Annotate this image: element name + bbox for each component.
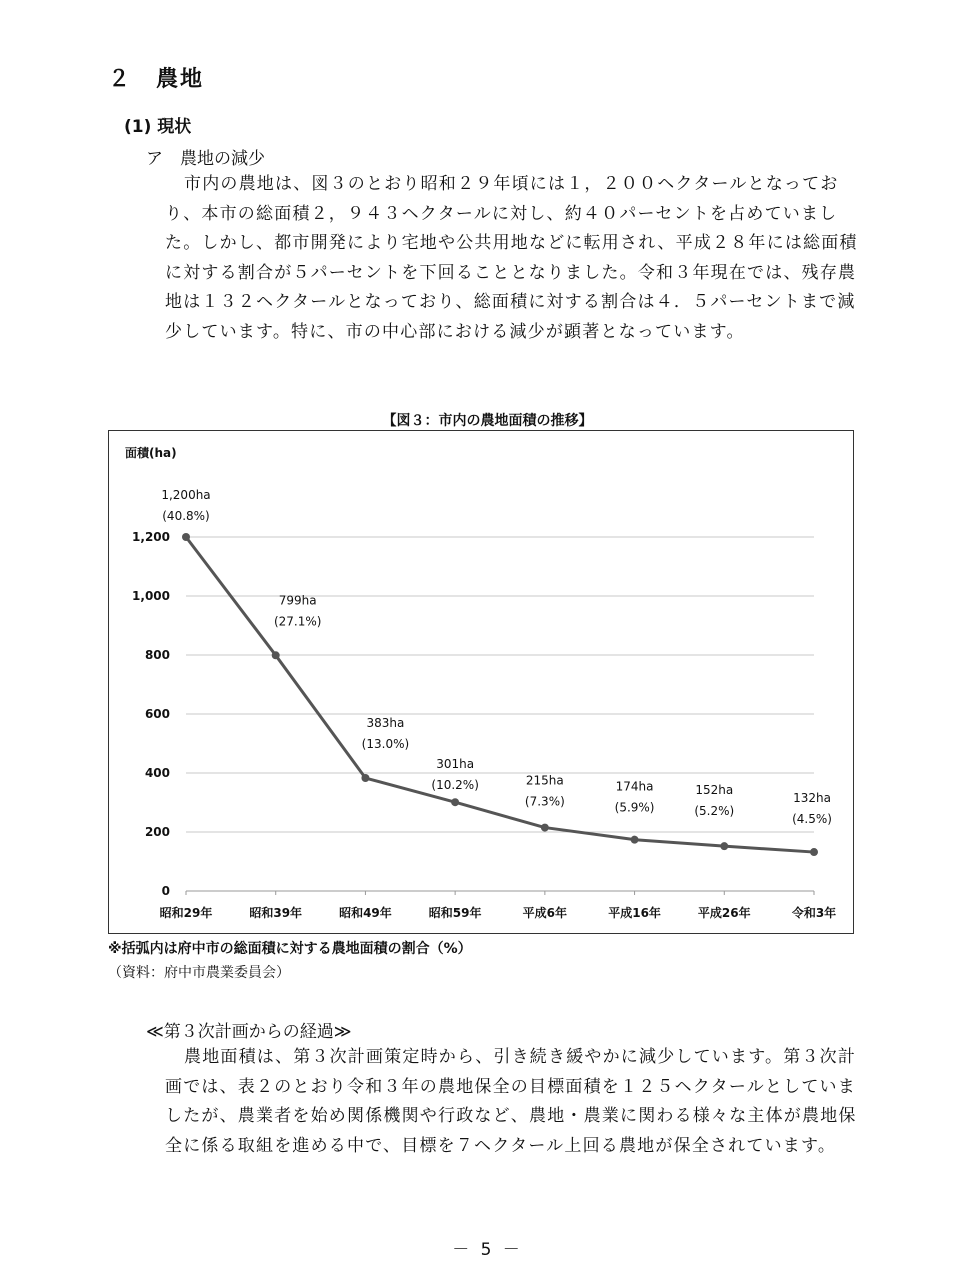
- data-point: [272, 651, 280, 659]
- data-label-percent: (40.8%): [162, 509, 210, 523]
- data-label-percent: (5.9%): [614, 800, 655, 815]
- data-label-percent: (13.0%): [361, 737, 410, 752]
- data-label-percent: (7.3%): [524, 794, 565, 809]
- data-point: [720, 842, 728, 850]
- data-label-value: 152ha: [695, 783, 734, 798]
- y-tick-label: 1,000: [132, 589, 170, 603]
- x-tick-label: 平成6年: [522, 906, 568, 920]
- section-heading: ２ 農地: [108, 67, 205, 92]
- y-tick-label: 400: [144, 766, 170, 780]
- chart-note: ※括弧内は府中市の総面積に対する農地面積の割合（%）: [108, 941, 472, 957]
- y-tick-label: 200: [144, 825, 170, 839]
- data-point: [182, 533, 190, 541]
- y-tick-label: 1,200: [132, 530, 170, 544]
- page-number: － 5 －: [452, 1240, 523, 1260]
- data-label-value: 132ha: [793, 791, 831, 806]
- x-tick-label: 昭和29年: [159, 906, 213, 920]
- data-label-percent: (5.2%): [694, 804, 735, 819]
- x-tick-label: 平成26年: [697, 906, 751, 920]
- data-label-percent: (4.5%): [792, 812, 832, 827]
- chart-frame: [108, 430, 854, 934]
- paragraph-text: 市内の農地は、図３のとおり昭和２９年頃には１，２００ヘクタールとなっており、本市の総面積２，９４３ヘクタールに対し、約４０パーセントを占めていました。しかし、都市開発により宅地や公共用地などに転用され、平成２８年には総面積に対する割合が５パーセントを下回ることとなりました。令和３年現在では、残存農地は１３２ヘクタールとなっており、総面積に対する割合は４．５パーセントまで減少しています。特に、市の中心部における減少が顕著となっています。: [165, 174, 858, 342]
- data-point: [451, 798, 459, 806]
- x-tick-label: 平成16年: [608, 906, 661, 920]
- x-tick-label: 昭和39年: [249, 906, 303, 920]
- item-heading: ア 農地の減少: [146, 149, 265, 169]
- subsection-heading: (1) 現状: [124, 117, 192, 137]
- figure-caption: 【図３：市内の農地面積の推移】: [382, 413, 593, 429]
- data-point: [541, 824, 549, 832]
- progress-subheading: ≪第３次計画からの経過≫: [146, 1022, 352, 1042]
- data-label-value: 215ha: [525, 773, 564, 788]
- paragraph-progress: [165, 1043, 865, 1161]
- data-label-value: 1,200ha: [161, 488, 211, 502]
- data-point: [810, 848, 818, 856]
- y-tick-label: 800: [144, 648, 170, 662]
- x-tick-label: 昭和49年: [339, 906, 392, 920]
- data-label-value: 174ha: [615, 779, 654, 794]
- data-point: [631, 836, 639, 844]
- paragraph-text: 農地面積は、第３次計画策定時から、引き続き緩やかに減少しています。第３次計画では、表２のとおり令和３年の農地保全の目標面積を１２５ヘクタールとしていましたが、農業者を始め関係機関や行政など、農地・農業に関わる様々な主体が農地保全に係る取組を進める中で、目標を７ヘクタール上回る農地が保全されています。: [165, 1047, 857, 1156]
- chart-source: （資料：府中市農業委員会）: [108, 965, 290, 981]
- data-label-value: 301ha: [436, 757, 475, 772]
- paragraph-farmland-decrease: [165, 170, 865, 347]
- data-label-value: 799ha: [278, 593, 317, 608]
- data-point: [361, 774, 369, 782]
- x-tick-label: 昭和59年: [428, 906, 482, 920]
- data-label-percent: (10.2%): [431, 778, 479, 793]
- y-axis-title: 面積(ha): [125, 446, 177, 460]
- x-tick-label: 令和3年: [791, 906, 837, 920]
- farmland-area-chart: [109, 431, 852, 932]
- y-tick-label: 0: [161, 884, 170, 898]
- data-label-percent: (27.1%): [273, 614, 322, 629]
- y-tick-label: 600: [144, 707, 170, 721]
- data-label-value: 383ha: [366, 716, 405, 731]
